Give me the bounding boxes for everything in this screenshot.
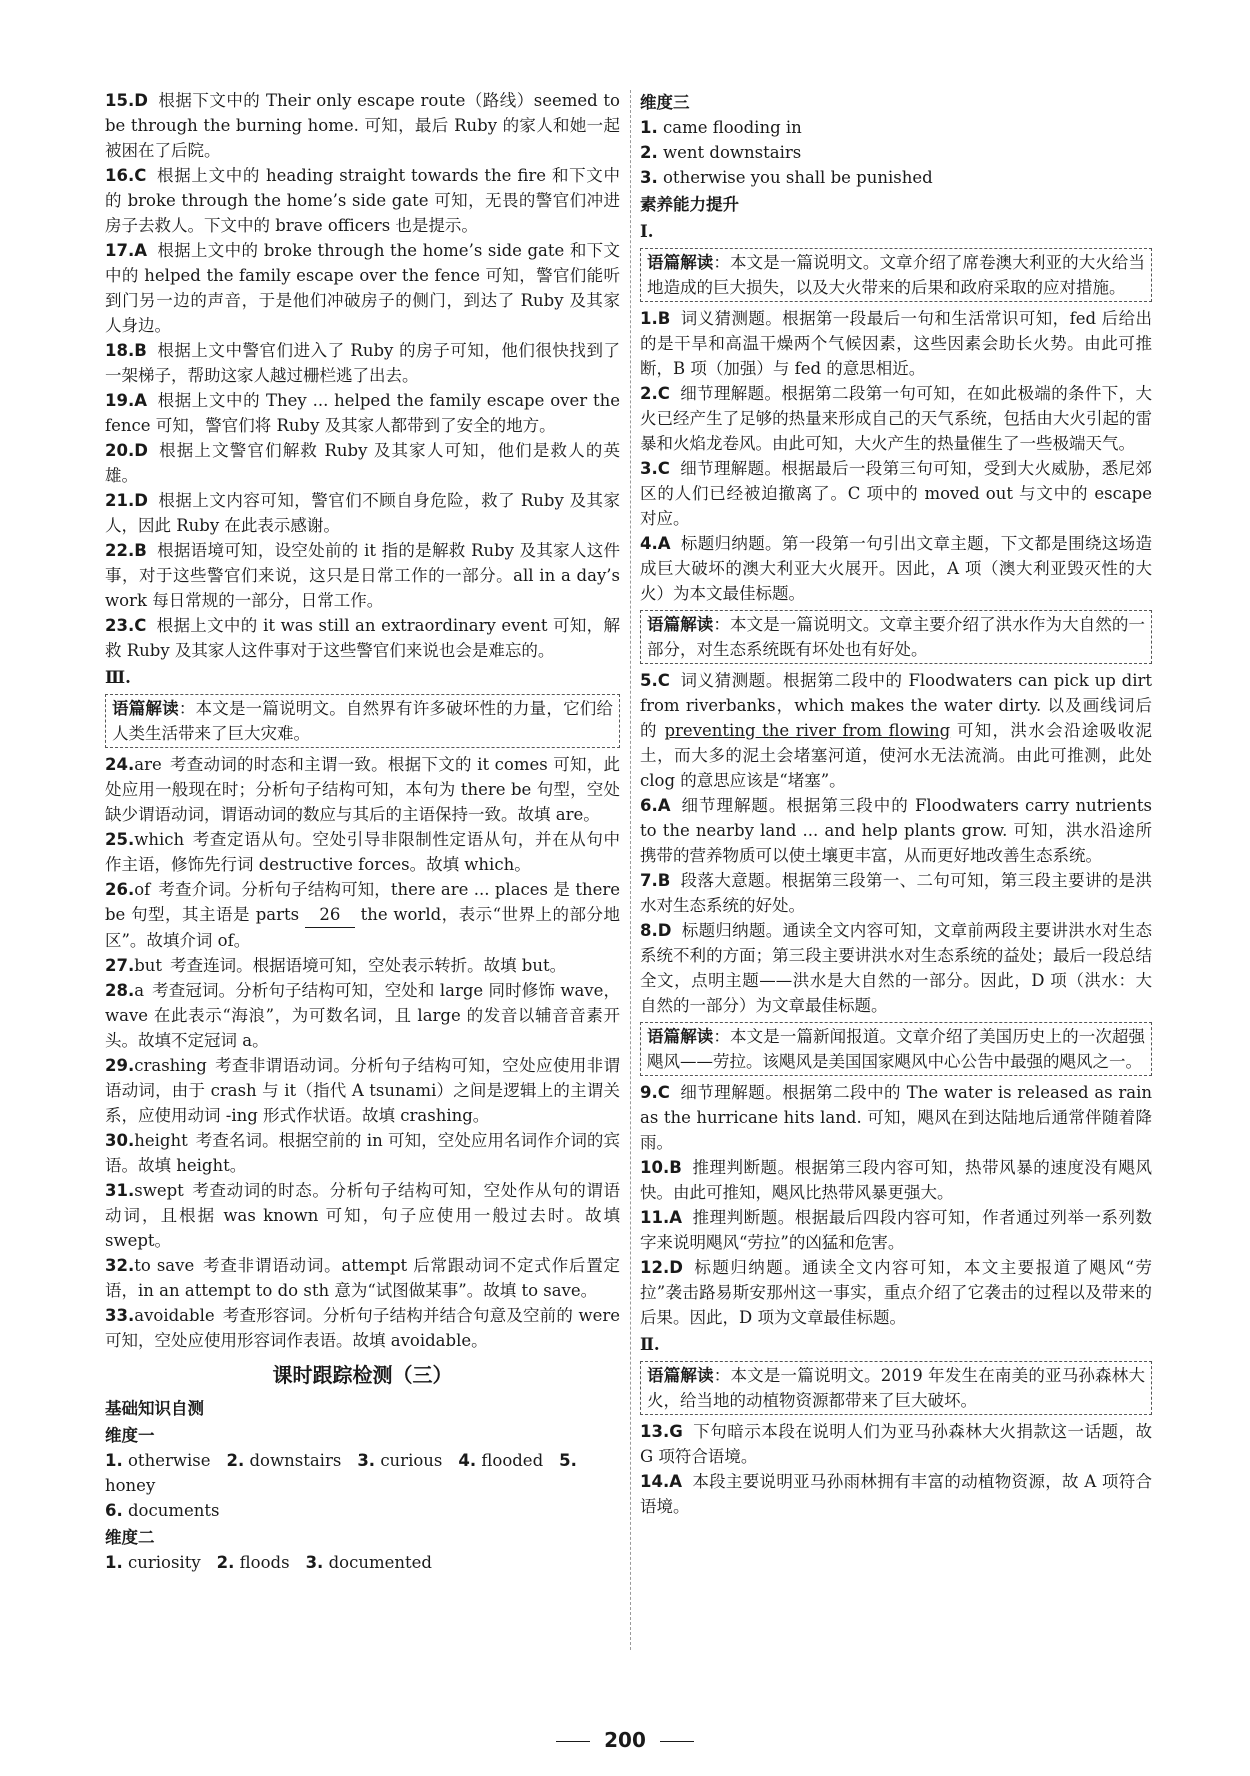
question-number: 21. <box>105 491 135 510</box>
section-roman-1: Ⅰ. <box>640 222 654 241</box>
explanation-text: 考查冠词。分析句子结构可知，空处和 large 同时修饰 wave，wave 在此表示“海浪”，为可数名词，且 large 的发音以辅音音素开头。故填不定冠词 a。 <box>105 981 620 1050</box>
answer-key: B <box>657 871 671 890</box>
answer-key: B <box>134 541 147 560</box>
answer-key: but <box>134 956 163 975</box>
answer-list-15-23 <box>105 88 620 663</box>
page-number: 200 <box>604 1728 646 1752</box>
answer-entry <box>640 1419 1152 1469</box>
answer-entry <box>640 306 1152 381</box>
passage-summary-text: ：本文是一篇说明文。文章主要介绍了洪水作为大自然的一部分，对生态系统既有坏处也有好处。 <box>647 615 1146 659</box>
question-number: 6. <box>640 796 658 815</box>
vocab-word: came flooding in <box>663 118 802 137</box>
vocab-answer <box>226 1451 349 1470</box>
answer-key: C <box>657 671 670 690</box>
vocab-number: 1. <box>640 118 658 137</box>
answer-key: are <box>134 755 162 774</box>
answer-key: C <box>134 166 147 185</box>
question-number: 5. <box>640 671 658 690</box>
question-number: 19. <box>105 391 135 410</box>
vocab-number: 1. <box>105 1553 123 1572</box>
explanation-text: 根据上文警官们解救 Ruby 及其家人可知，他们是救人的英雄。 <box>105 441 620 485</box>
vocab-number: 5. <box>559 1451 577 1470</box>
answer-key: D <box>134 91 148 110</box>
vocab-answer <box>105 1553 209 1572</box>
answer-entry <box>105 238 620 338</box>
vocab-word: downstairs <box>249 1451 342 1470</box>
answer-list-24-33 <box>105 752 620 1353</box>
passage-summary-label: 语篇解读 <box>647 1027 714 1046</box>
passage-summary-text: ：本文是一篇说明文。自然界有许多破坏性的力量，它们给人类生活带来了巨大灾难。 <box>112 699 614 743</box>
answer-key: B <box>134 341 147 360</box>
explanation-text: 考查名词。根据空前的 in 可知，空处应用名词作介词的宾语。故填 height。 <box>105 1131 620 1175</box>
explanation-text: 考查连词。根据语境可知，空处表示转折。故填 but。 <box>170 956 567 975</box>
answer-key: of <box>134 880 151 899</box>
vocab-answer <box>306 1553 440 1572</box>
explanation-text: 考查动词的时态和主谓一致。根据下文的 it comes 可知，此处应用一般现在时；分析句子结构可知，本句为 there be 句型，空处缺少谓语动词，谓语动词的数应与其后的主语保持一致。故填 are。 <box>105 755 620 824</box>
basic-knowledge-heading: 基础知识自测 <box>105 1399 204 1418</box>
question-number: 13. <box>640 1422 670 1441</box>
answer-key: C <box>657 459 670 478</box>
vocab-answer <box>105 1451 218 1470</box>
answer-entry <box>105 978 620 1053</box>
question-number: 29. <box>105 1056 135 1075</box>
question-number: 14. <box>640 1472 670 1491</box>
vocab-word: curiosity <box>128 1553 201 1572</box>
question-number: 31. <box>105 1181 135 1200</box>
vocab-answer <box>105 1501 228 1520</box>
page-footer <box>0 1728 1250 1753</box>
explanation-text: 标题归纳题。通读全文内容可知，文章前两段主要讲洪水对生态系统不利的方面；第三段主要讲洪水对生态系统的益处；最后一段总结全文，点明主题——洪水是大自然的一部分。因此，D 项（洪水：大自然的一部分）为文章最佳标题。 <box>640 921 1152 1015</box>
answer-key: to save <box>134 1256 195 1275</box>
vocab-word: went downstairs <box>663 143 802 162</box>
answer-entry <box>105 953 620 978</box>
question-number: 27. <box>105 956 135 975</box>
answer-key: A <box>669 1472 683 1491</box>
answer-entry <box>640 1080 1152 1155</box>
section-roman-3: Ⅲ. <box>105 668 131 687</box>
answer-key: D <box>134 441 148 460</box>
answer-key: B <box>657 309 671 328</box>
passage-summary-label: 语篇解读 <box>647 253 714 272</box>
question-number: 11. <box>640 1208 670 1227</box>
vocab-word: otherwise you shall be punished <box>663 168 933 187</box>
vocab-number: 2. <box>216 1553 235 1572</box>
answer-entry <box>105 88 620 163</box>
question-number: 28. <box>105 981 135 1000</box>
answer-entry <box>640 668 1152 793</box>
section-roman-2: Ⅱ. <box>640 1335 660 1354</box>
answer-entry <box>105 1303 620 1353</box>
passage-summary-box-d <box>640 1361 1152 1415</box>
answer-entry <box>105 338 620 388</box>
dimension-3-answers <box>640 115 1152 190</box>
explanation-text: 段落大意题。根据第三段第一、二句可知，第三段主要讲的是洪水对生态系统的好处。 <box>640 871 1152 915</box>
answer-entry <box>105 752 620 827</box>
answer-entry <box>640 1205 1152 1255</box>
vocab-word: otherwise <box>128 1451 211 1470</box>
vocab-word: documented <box>328 1553 432 1572</box>
blank-number: 26 <box>305 902 355 928</box>
answer-entry <box>640 1155 1152 1205</box>
explanation-text: 考查非谓语动词。分析句子结构可知，空处应使用非谓语动词，由于 crash 与 it（指代 A tsunami）之间是逻辑上的主谓关系，应使用动词 -ing 形式作状语。故填 crashing。 <box>105 1056 620 1125</box>
question-number: 20. <box>105 441 135 460</box>
question-number: 10. <box>640 1158 670 1177</box>
explanation-text: 可知，洪水会沿途吸收泥土，而大多的泥土会堵塞河道，使河水无法流淌。由此可推测，此处 clog 的意思应该是“堵塞”。 <box>640 721 1152 790</box>
passage-summary-text: ：本文是一篇新闻报道。文章介绍了美国历史上的一次超强飓风——劳拉。该飓风是美国国家飓风中心公告中最强的飓风之一。 <box>647 1027 1146 1071</box>
footer-dash-right <box>660 1741 694 1742</box>
answer-key: B <box>669 1158 682 1177</box>
explanation-text: 推理判断题。根据第三段内容可知，热带风暴的速度没有飓风快。由此可推知，飓风比热带风暴更强大。 <box>640 1158 1152 1202</box>
answer-entry <box>640 1469 1152 1519</box>
passage-summary-box-b <box>640 610 1152 664</box>
question-number: 8. <box>640 921 658 940</box>
answer-entry <box>105 488 620 538</box>
answer-key: C <box>657 1083 670 1102</box>
answer-key: A <box>657 796 671 815</box>
question-number: 15. <box>105 91 135 110</box>
vocab-answer <box>640 140 1152 165</box>
passage-summary-text: ：本文是一篇说明文。文章介绍了席卷澳大利亚的大火给当地造成的巨大损失，以及大火带来的后果和政府采取的应对措施。 <box>647 253 1146 297</box>
answer-key: C <box>134 616 147 635</box>
answer-entry <box>105 1178 620 1253</box>
answer-entry <box>640 381 1152 456</box>
vocab-number: 2. <box>226 1451 245 1470</box>
answer-entry <box>105 613 620 663</box>
vocab-answer <box>640 115 1152 140</box>
vocab-answer <box>217 1553 298 1572</box>
passage-summary-box-c <box>640 1022 1152 1076</box>
question-number: 33. <box>105 1306 135 1325</box>
question-number: 23. <box>105 616 135 635</box>
answer-entry <box>105 388 620 438</box>
passage-summary-text: ：本文是一篇说明文。2019 年发生在南美的亚马孙森林大火，给当地的动植物资源都带来了巨大破坏。 <box>647 1366 1145 1410</box>
answer-entry <box>640 793 1152 868</box>
answer-key: A <box>134 391 148 410</box>
answer-key: a <box>134 981 145 1000</box>
right-column <box>640 88 1152 1519</box>
explanation-text: 下句暗示本段在说明人们为亚马孙森林大火捐款这一话题，故 G 项符合语境。 <box>640 1422 1152 1466</box>
answer-key: which <box>134 830 185 849</box>
answer-key: avoidable <box>134 1306 215 1325</box>
vocab-number: 3. <box>305 1553 324 1572</box>
explanation-text: 考查形容词。分析句子结构并结合句意及空前的 were 可知，空处应使用形容词作表语。故填 avoidable。 <box>105 1306 620 1350</box>
question-number: 24. <box>105 755 135 774</box>
dimension-2-answers <box>105 1550 620 1575</box>
question-number: 1. <box>640 309 658 328</box>
explanation-text: 根据上文中的 They ... helped the family escape over the fence 可知，警官们将 Ruby 及其家人都带到了安全的地方。 <box>105 391 620 435</box>
explanation-text: 根据上文中的 heading straight towards the fire 和下文中的 broke through the home’s side gate 可知，无畏的警官们冲进房子去救人。下文中的 brave officers 也是提示。 <box>105 166 620 235</box>
dimension-1-heading: 维度一 <box>105 1426 155 1445</box>
explanation-text: 考查非谓语动词。attempt 后常跟动词不定式作后置定语，in an attempt to do sth 意为“试图做某事”。故填 to save。 <box>105 1256 621 1300</box>
answer-entry <box>105 163 620 238</box>
question-number: 9. <box>640 1083 658 1102</box>
answer-entry <box>640 456 1152 531</box>
passage-summary-box <box>105 694 620 748</box>
vocab-number: 6. <box>105 1501 123 1520</box>
explanation-text: 考查定语从句。空处引导非限制性定语从句，并在从句中作主语，修饰先行词 destructive forces。故填 which。 <box>105 830 620 874</box>
passage-summary-label: 语篇解读 <box>647 615 714 634</box>
explanation-text: 根据下文中的 Their only escape route（路线）seemed to be through the burning home. 可知，最后 Ruby 的家人和她一起被困在了后院。 <box>105 91 620 160</box>
answer-list-1-4 <box>640 306 1152 606</box>
question-number: 17. <box>105 241 135 260</box>
question-number: 4. <box>640 534 658 553</box>
explanation-text: the world，表示“世界上的部分地区”。故填介词 of。 <box>105 905 621 950</box>
explanation-text: 推理判断题。根据最后四段内容可知，作者通过列举一系列数字来说明飓风“劳拉”的凶猛和危害。 <box>640 1208 1152 1252</box>
vocab-number: 2. <box>640 143 658 162</box>
dimension-2-heading: 维度二 <box>105 1528 155 1547</box>
question-number: 3. <box>640 459 658 478</box>
vocab-word: curious <box>380 1451 443 1470</box>
explanation-text: 考查介词。分析句子结构可知，there are ... places 是 there be 句型，其主语是 parts <box>105 880 620 924</box>
footer-dash-left <box>556 1741 590 1742</box>
answer-list-9-12 <box>640 1080 1152 1330</box>
passage-summary-label: 语篇解读 <box>647 1366 714 1385</box>
dimension-1-answers <box>105 1448 620 1523</box>
underlined-phrase: preventing the river from flowing <box>664 721 951 740</box>
answer-key: A <box>657 534 671 553</box>
answer-entry <box>105 1253 620 1303</box>
section-title: 课时跟踪检测（三） <box>272 1363 453 1387</box>
explanation-text: 细节理解题。根据第二段中的 The water is released as rain as the hurricane hits land. 可知，飓风在到达陆地后通常伴随着降雨。 <box>640 1083 1152 1152</box>
question-number: 12. <box>640 1258 670 1277</box>
ability-heading: 素养能力提升 <box>640 195 739 214</box>
answer-entry <box>105 538 620 613</box>
explanation-text: 标题归纳题。通读全文内容可知，本文主要报道了飓风“劳拉”袭击路易斯安那州这一事实，重点介绍了它袭击的过程以及带来的后果。因此，D 项为文章最佳标题。 <box>640 1258 1152 1327</box>
answer-entry <box>105 1128 620 1178</box>
explanation-text: 细节理解题。根据最后一段第三句可知，受到大火威胁，悉尼郊区的人们已经被迫撤离了。C 项中的 moved out 与文中的 escape 对应。 <box>640 459 1152 528</box>
answer-list-5-8 <box>640 668 1152 1018</box>
explanation-text: 细节理解题。根据第二段第一句可知，在如此极端的条件下，大火已经产生了足够的热量来形成自己的天气系统，包括由大火引起的雷暴和火焰龙卷风。由此可知，大火产生的热量催生了一些极端天气。 <box>640 384 1152 453</box>
vocab-answer <box>640 165 1152 190</box>
answer-entry <box>105 877 620 953</box>
vocab-word: flooded <box>481 1451 544 1470</box>
answer-key: height <box>134 1131 188 1150</box>
question-number: 2. <box>640 384 658 403</box>
vocab-number: 4. <box>458 1451 477 1470</box>
answer-key: swept <box>134 1181 184 1200</box>
question-number: 7. <box>640 871 658 890</box>
explanation-text: 细节理解题。根据第三段中的 Floodwaters carry nutrients to the nearby land ... and help plants grow. 可知，洪水沿途所携带的营养物质可以使土壤更丰富，从而更好地改善生态系统。 <box>640 796 1152 865</box>
answer-key: A <box>669 1208 683 1227</box>
vocab-answer <box>357 1451 450 1470</box>
answer-key: D <box>134 491 148 510</box>
explanation-text: 根据上文中的 it was still an extraordinary event 可知，解救 Ruby 及其家人这件事对于这些警官们来说也会是难忘的。 <box>105 616 620 660</box>
vocab-word: documents <box>128 1501 220 1520</box>
answer-entry <box>640 868 1152 918</box>
answer-entry <box>105 438 620 488</box>
explanation-text: 词义猜测题。根据第一段最后一句和生活常识可知，fed 后给出的是干旱和高温干燥两个气候因素，这些因素会助长火势。由此可推断，B 项（加强）与 fed 的意思相近。 <box>640 309 1152 378</box>
question-number: 26. <box>105 880 135 899</box>
answer-entry <box>640 531 1152 606</box>
question-number: 25. <box>105 830 135 849</box>
explanation-text: 根据上文内容可知，警官们不顾自身危险，救了 Ruby 及其家人，因此 Ruby 在此表示感谢。 <box>105 491 620 535</box>
vocab-number: 1. <box>105 1451 123 1470</box>
explanation-text: 根据语境可知，设空处前的 it 指的是解救 Ruby 及其家人这件事，对于这些警官们来说，这只是日常工作的一部分。all in a day’s work 每日常规的一部分，日常工作。 <box>105 541 620 610</box>
question-number: 30. <box>105 1131 135 1150</box>
answer-list-13-14 <box>640 1419 1152 1519</box>
explanation-text: 根据上文中警官们进入了 Ruby 的房子可知，他们很快找到了一架梯子，帮助这家人越过栅栏逃了出去。 <box>105 341 620 385</box>
answer-key: crashing <box>134 1056 207 1075</box>
passage-summary-box-a <box>640 248 1152 302</box>
vocab-number: 3. <box>357 1451 376 1470</box>
question-number: 22. <box>105 541 135 560</box>
answer-entry <box>105 1053 620 1128</box>
left-column <box>105 88 620 1575</box>
answer-key: G <box>669 1422 683 1441</box>
vocab-answer <box>458 1451 551 1470</box>
column-divider <box>630 90 631 1650</box>
answer-entry <box>640 1255 1152 1330</box>
question-number: 16. <box>105 166 135 185</box>
explanation-text: 本段主要说明亚马孙雨林拥有丰富的动植物资源，故 A 项符合语境。 <box>640 1472 1152 1516</box>
explanation-text: 根据上文中的 broke through the home’s side gate 和下文中的 helped the family escape over the fence 可知，警官们能听到门另一边的声音，于是他们冲破房子的侧门，到达了 Ruby 及其家人身边。 <box>105 241 620 335</box>
explanation-text: 考查动词的时态。分析句子结构可知，空处作从句的谓语动词，且根据 was known 可知，句子应使用一般过去时。故填 swept。 <box>105 1181 620 1250</box>
answer-entry <box>105 827 620 877</box>
answer-key: C <box>657 384 670 403</box>
answer-key: D <box>669 1258 683 1277</box>
question-number: 18. <box>105 341 135 360</box>
vocab-word: floods <box>239 1553 290 1572</box>
vocab-number: 3. <box>640 168 658 187</box>
answer-entry <box>640 918 1152 1018</box>
answer-key: A <box>134 241 148 260</box>
vocab-word: honey <box>105 1476 156 1495</box>
dimension-3-heading: 维度三 <box>640 93 690 112</box>
answer-key: D <box>657 921 672 940</box>
question-number: 32. <box>105 1256 135 1275</box>
explanation-text: 标题归纳题。第一段第一句引出文章主题，下文都是围绕这场造成巨大破坏的澳大利亚大火展开。因此，A 项（澳大利亚毁灭性的大火）为本文最佳标题。 <box>640 534 1152 603</box>
passage-summary-label: 语篇解读 <box>112 699 179 718</box>
explanation-text: 词义猜测题。根据第二段中的 Floodwaters can pick up dirt from riverbanks，which makes the water dirty. 以及画线词后的 <box>640 671 1152 740</box>
